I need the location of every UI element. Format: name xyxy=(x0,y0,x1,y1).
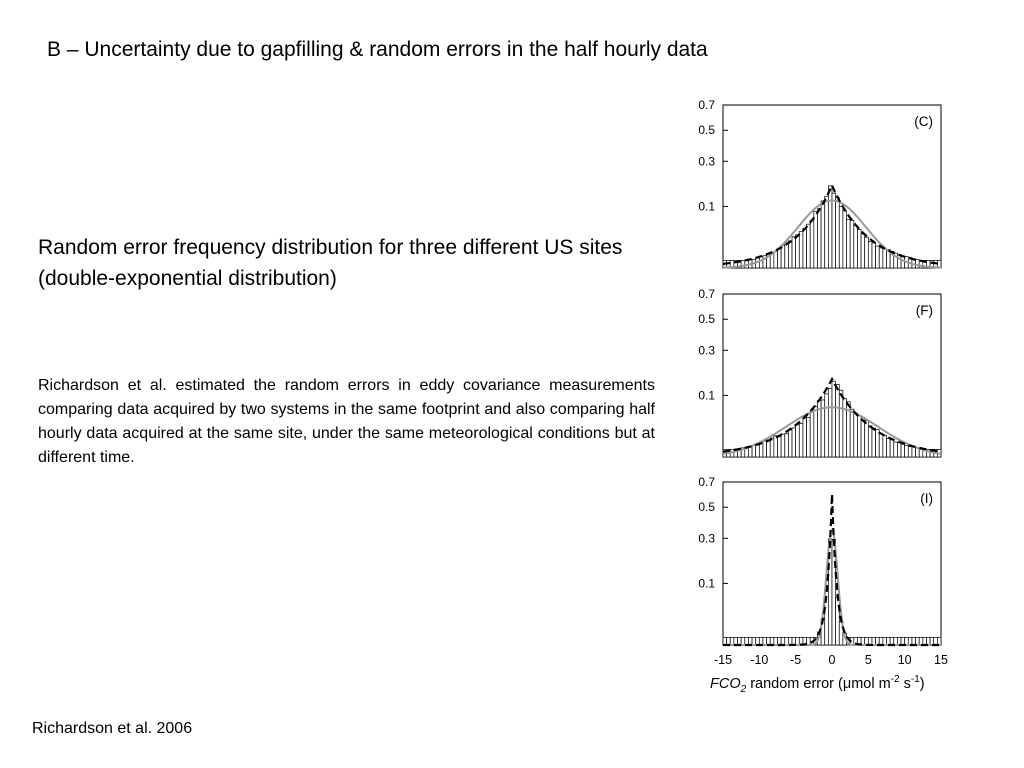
histogram-bar xyxy=(908,637,912,645)
histogram-bar xyxy=(872,428,876,457)
histogram-bar xyxy=(759,637,763,645)
histogram-bar xyxy=(908,446,912,457)
histogram-bar xyxy=(876,246,880,268)
histogram-bar xyxy=(832,381,836,457)
panel-label: (C) xyxy=(914,114,933,129)
histogram-bar xyxy=(916,637,920,645)
histogram-bar xyxy=(810,220,814,268)
histogram-bar xyxy=(843,399,847,457)
slide-title: B – Uncertainty due to gapfilling & random errors in the half hourly data xyxy=(47,38,708,61)
histogram-bar xyxy=(803,228,807,268)
histogram-panel xyxy=(698,287,941,457)
histogram-bar xyxy=(850,409,854,457)
histogram-bar xyxy=(919,637,923,645)
histogram-bar xyxy=(879,637,883,645)
histogram-bar xyxy=(767,637,771,645)
histogram-bar xyxy=(923,637,927,645)
histogram-bar xyxy=(894,637,898,645)
histogram-bar xyxy=(836,597,840,645)
histogram-bar xyxy=(738,637,742,645)
histogram-bar xyxy=(926,637,930,645)
histogram-bar xyxy=(788,241,792,268)
histogram-bar xyxy=(756,444,760,457)
histogram-bar xyxy=(854,226,858,268)
y-tick-label: 0.5 xyxy=(698,123,715,138)
y-tick-label: 0.7 xyxy=(698,475,715,489)
histogram-bar xyxy=(727,637,731,645)
histogram-bar xyxy=(752,445,756,457)
histogram-bar xyxy=(857,230,861,268)
histogram-bar xyxy=(759,257,763,268)
histogram-bar xyxy=(734,637,738,645)
slide-heading: Random error frequency distribution for three different US sites (double-exponential distribution) xyxy=(38,236,623,290)
histogram-bar xyxy=(828,388,832,457)
histogram-bar xyxy=(785,637,789,645)
histogram-bar xyxy=(774,251,778,268)
histogram-bar xyxy=(785,243,789,268)
y-tick-label: 0.5 xyxy=(698,500,715,515)
histogram-bar xyxy=(817,209,821,268)
histogram-bar xyxy=(876,637,880,645)
histogram-bar xyxy=(930,637,934,645)
histogram-bar xyxy=(865,237,869,268)
histogram-bar xyxy=(872,243,876,268)
histogram-bar xyxy=(832,193,836,268)
histogram-bar xyxy=(781,434,785,457)
histogram-bar xyxy=(799,231,803,268)
histogram-bar xyxy=(770,637,774,645)
histogram-bar xyxy=(778,248,782,268)
histogram-bar xyxy=(796,637,800,645)
histogram-bar xyxy=(894,442,898,457)
histogram-bar xyxy=(814,407,818,457)
histogram-bar xyxy=(868,426,872,457)
histogram-bar xyxy=(807,224,811,268)
histogram-bar xyxy=(836,384,840,457)
histogram-bar xyxy=(916,259,920,268)
histogram-panel xyxy=(698,475,948,667)
histogram-bar xyxy=(847,220,851,268)
histogram-bar xyxy=(828,186,832,268)
histogram-bar xyxy=(723,637,727,645)
histogram-bar xyxy=(778,637,782,645)
histogram-bar xyxy=(807,637,811,645)
x-tick-label: -5 xyxy=(790,653,802,667)
slide-body-text: Richardson et al. estimated the random errors in eddy covariance measurements comparing data acquired by two systems in the same footprint and also comparing half hourly data acquired at the same site, under the same meteorological conditions but at different time. xyxy=(38,377,655,466)
slide-citation: Richardson et al. 2006 xyxy=(32,720,193,737)
histogram-bar xyxy=(785,434,789,457)
histogram-bar xyxy=(825,394,829,457)
histogram-bar xyxy=(857,416,861,457)
histogram-bar xyxy=(850,220,854,268)
histogram-bar xyxy=(890,440,894,457)
y-tick-label: 0.1 xyxy=(698,388,715,403)
histogram-bar xyxy=(803,418,807,457)
histogram-bar xyxy=(897,443,901,457)
histogram-bar xyxy=(745,637,749,645)
histogram-bar xyxy=(905,637,909,645)
histogram-bar xyxy=(901,444,905,457)
y-tick-label: 0.7 xyxy=(698,287,715,301)
histogram-bar xyxy=(839,206,843,268)
x-axis-label: $FCO_2$ random error (μmol $m^{-2}$ $s^{-1}$) xyxy=(710,674,925,695)
histogram-bar xyxy=(792,237,796,268)
histogram-bar xyxy=(861,234,865,268)
histogram-bar xyxy=(752,637,756,645)
histogram-bar xyxy=(756,637,760,645)
histogram-bar xyxy=(814,211,818,268)
histogram-bar xyxy=(763,637,767,645)
histogram-bar xyxy=(868,242,872,268)
histogram-bar xyxy=(730,637,734,645)
x-tick-label: 15 xyxy=(934,653,948,667)
histogram-bar xyxy=(890,637,894,645)
histogram-bar xyxy=(748,637,752,645)
histogram-bar xyxy=(839,390,843,457)
histogram-bar xyxy=(879,248,883,268)
histogram-bar xyxy=(934,637,938,645)
histogram-bar xyxy=(778,437,782,457)
histogram-bar xyxy=(905,445,909,457)
x-tick-label: -15 xyxy=(713,653,733,667)
histogram-bar xyxy=(741,637,745,645)
histogram-bar xyxy=(770,438,774,457)
histogram-bar xyxy=(774,637,778,645)
y-tick-label: 0.1 xyxy=(698,576,715,591)
histogram-bar xyxy=(774,436,778,457)
histogram-bar xyxy=(788,430,792,457)
histogram-bar xyxy=(861,420,865,457)
histogram-bar xyxy=(879,434,883,457)
error-distribution-figure xyxy=(680,90,970,705)
y-tick-label: 0.7 xyxy=(698,98,715,112)
histogram-bar xyxy=(821,201,825,268)
histogram-bar xyxy=(883,435,887,457)
histogram-bar xyxy=(825,196,829,268)
histogram-bar xyxy=(883,249,887,268)
histogram-bar xyxy=(796,235,800,268)
y-tick-label: 0.3 xyxy=(698,343,715,358)
y-tick-label: 0.3 xyxy=(698,531,715,546)
histogram-bar xyxy=(854,413,858,457)
histogram-bar xyxy=(781,245,785,268)
histogram-bar xyxy=(781,637,785,645)
x-tick-label: -10 xyxy=(750,653,769,667)
histogram-bar xyxy=(897,637,901,645)
histogram-bar xyxy=(883,637,887,645)
histogram-bar xyxy=(912,637,916,645)
x-tick-label: 5 xyxy=(864,653,872,667)
panel-label: (I) xyxy=(920,491,933,506)
histogram-bar xyxy=(792,428,796,457)
histogram-bar xyxy=(836,197,840,268)
x-tick-label: 0 xyxy=(828,653,836,667)
y-tick-label: 0.1 xyxy=(698,199,715,214)
panel-label: (F) xyxy=(915,303,933,318)
histogram-bar xyxy=(912,447,916,457)
histogram-bar xyxy=(807,417,811,457)
histogram-bar xyxy=(796,425,800,457)
histogram-bar xyxy=(876,430,880,457)
histogram-bar xyxy=(901,637,905,645)
histogram-bar xyxy=(763,441,767,457)
y-tick-label: 0.5 xyxy=(698,312,715,327)
histogram-bar xyxy=(799,424,803,457)
x-tick-label: 10 xyxy=(897,653,912,667)
histogram-bar xyxy=(767,440,771,457)
histogram-bar xyxy=(865,421,869,457)
y-tick-label: 0.3 xyxy=(698,154,715,169)
histogram-bar xyxy=(887,438,891,457)
histogram-panel xyxy=(698,98,941,268)
histogram-bar xyxy=(887,637,891,645)
histogram-bar xyxy=(843,211,847,268)
histogram-bar xyxy=(810,411,814,457)
histogram-bar xyxy=(937,637,941,645)
